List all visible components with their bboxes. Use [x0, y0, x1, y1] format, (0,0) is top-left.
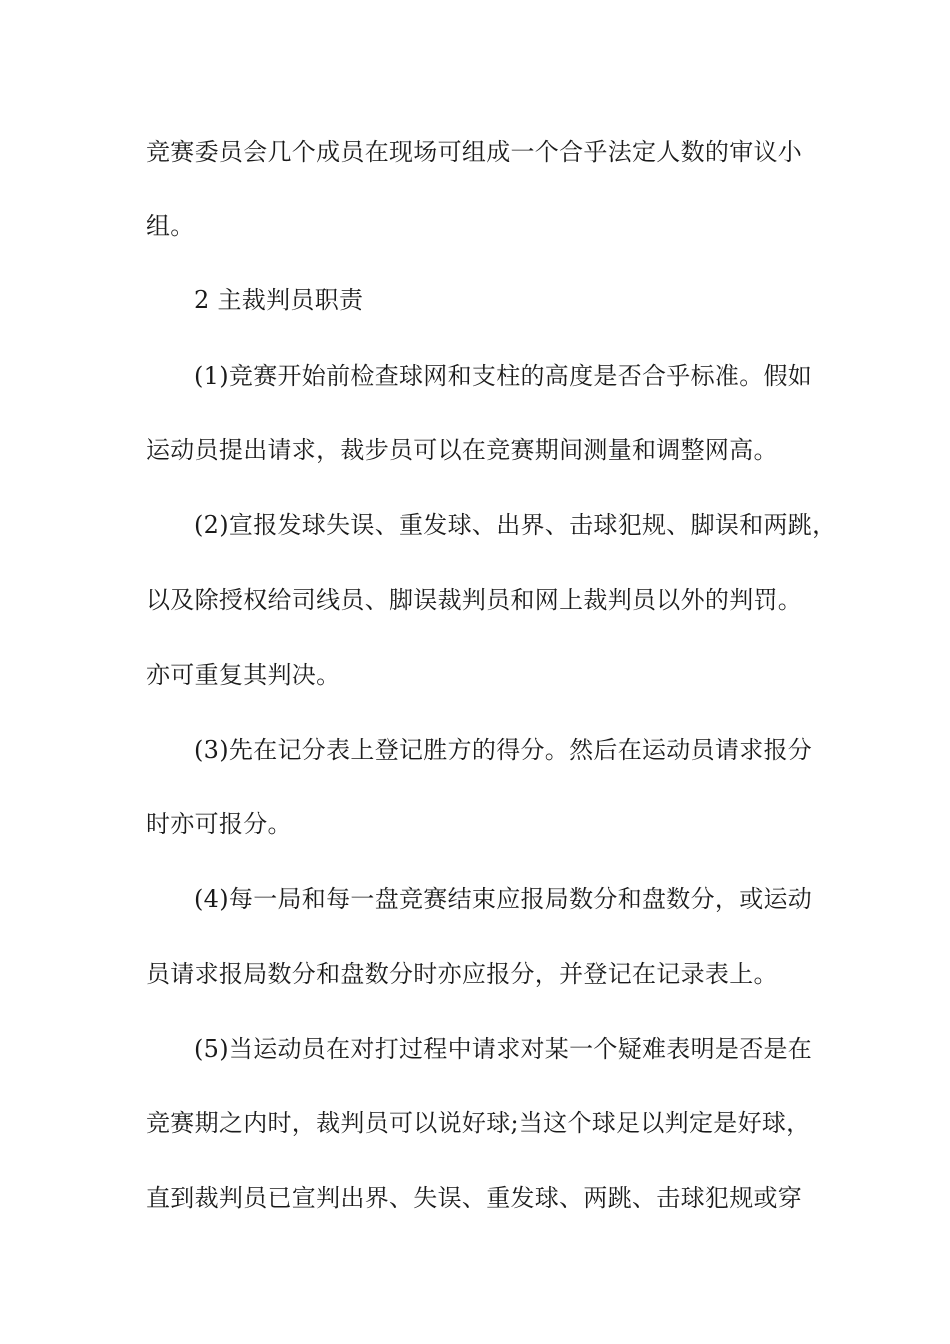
- text-line-15: 直到裁判员已宣判出界、失误、重发球、两跳、击球犯规或穿: [146, 1184, 803, 1212]
- text-line-13: (5)当运动员在对打过程中请求对某一个疑难表明是否是在: [194, 1035, 813, 1063]
- text-line-1: 竞赛委员会几个成员在现场可组成一个合乎法定人数的审议小: [146, 138, 803, 166]
- text-line-5: 运动员提出请求，裁步员可以在竞赛期间测量和调整网高。: [146, 436, 778, 464]
- text-line-14: 竞赛期之内时，裁判员可以说好球;当这个球足以判定是好球，: [146, 1109, 811, 1137]
- text-line-7: 以及除授权给司线员、脚误裁判员和网上裁判员以外的判罚。: [146, 586, 803, 614]
- text-line-9: (3)先在记分表上登记胜方的得分。然后在运动员请求报分: [194, 736, 813, 764]
- text-line-4: (1)竞赛开始前检查球网和支柱的高度是否合乎标准。假如: [194, 362, 813, 390]
- text-line-6: (2)宣报发球失误、重发球、出界、击球犯规、脚误和两跳，: [194, 511, 837, 539]
- text-line-8: 亦可重复其判决。: [146, 661, 341, 689]
- section-heading: 2 主裁判员职责: [194, 286, 364, 314]
- text-line-10: 时亦可报分。: [146, 810, 292, 838]
- text-line-2: 组。: [146, 212, 195, 240]
- text-line-11: (4)每一局和每一盘竞赛结束应报局数分和盘数分，或运动: [194, 885, 813, 913]
- text-line-12: 员请求报局数分和盘数分时亦应报分，并登记在记录表上。: [146, 960, 778, 988]
